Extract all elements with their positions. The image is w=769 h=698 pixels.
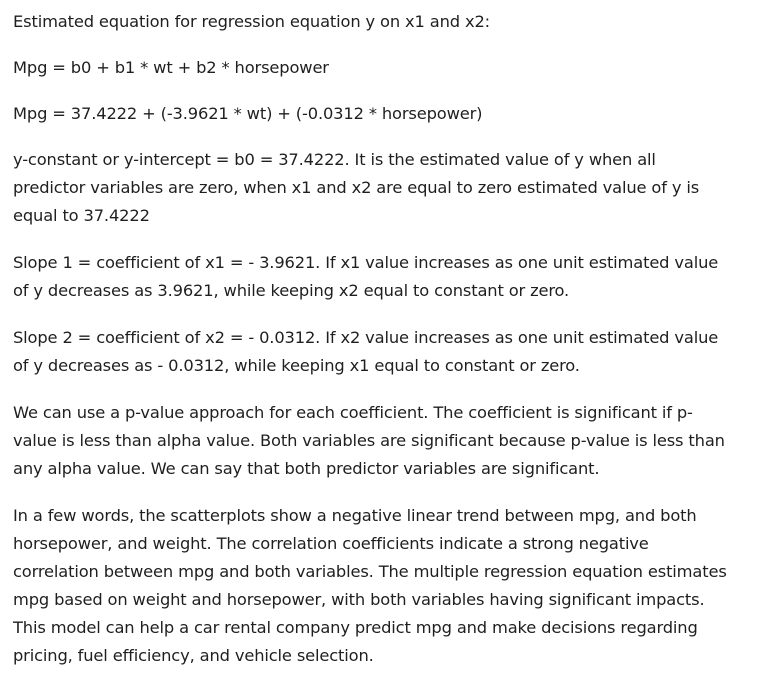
pvalue-explanation: We can use a p-value approach for each coefficient. The coefficient is significant if p-value is less than alpha value. Both variables are significant because p-value is less than any alpha value. We can say that both predictor variables are significant. <box>13 403 725 478</box>
estimated-regression-equation: Mpg = 37.4222 + (-3.9621 * wt) + (-0.0312 * horsepower) <box>13 104 483 123</box>
general-regression-equation: Mpg = b0 + b1 * wt + b2 * horsepower <box>13 58 329 77</box>
intercept-explanation: y-constant or y-intercept = b0 = 37.4222. It is the estimated value of y when all predictor variables are zero, when x1 and x2 are equal to zero estimated value of y is equal to 37.4222 <box>13 150 700 225</box>
slope1-explanation: Slope 1 = coefficient of x1 = - 3.9621. If x1 value increases as one unit estimated value of y decreases as 3.9621, while keeping x2 equal to constant or zero. <box>13 253 719 300</box>
slope2-explanation: Slope 2 = coefficient of x2 = - 0.0312. If x2 value increases as one unit estimated value of y decreases as - 0.0312, while keeping x1 equal to constant or zero. <box>13 328 719 375</box>
summary-paragraph: In a few words, the scatterplots show a negative linear trend between mpg, and both horsepower, and weight. The correlation coefficients indicate a strong negative correlation between mpg and both variables. The multiple regression equation estimates mpg based on weight and horsepower, with both variables having significant impacts. This model can help a car rental company predict mpg and make decisions regarding pricing, fuel efficiency, and vehicle selection. <box>13 506 727 665</box>
section-heading: Estimated equation for regression equation y on x1 and x2: <box>13 12 491 31</box>
